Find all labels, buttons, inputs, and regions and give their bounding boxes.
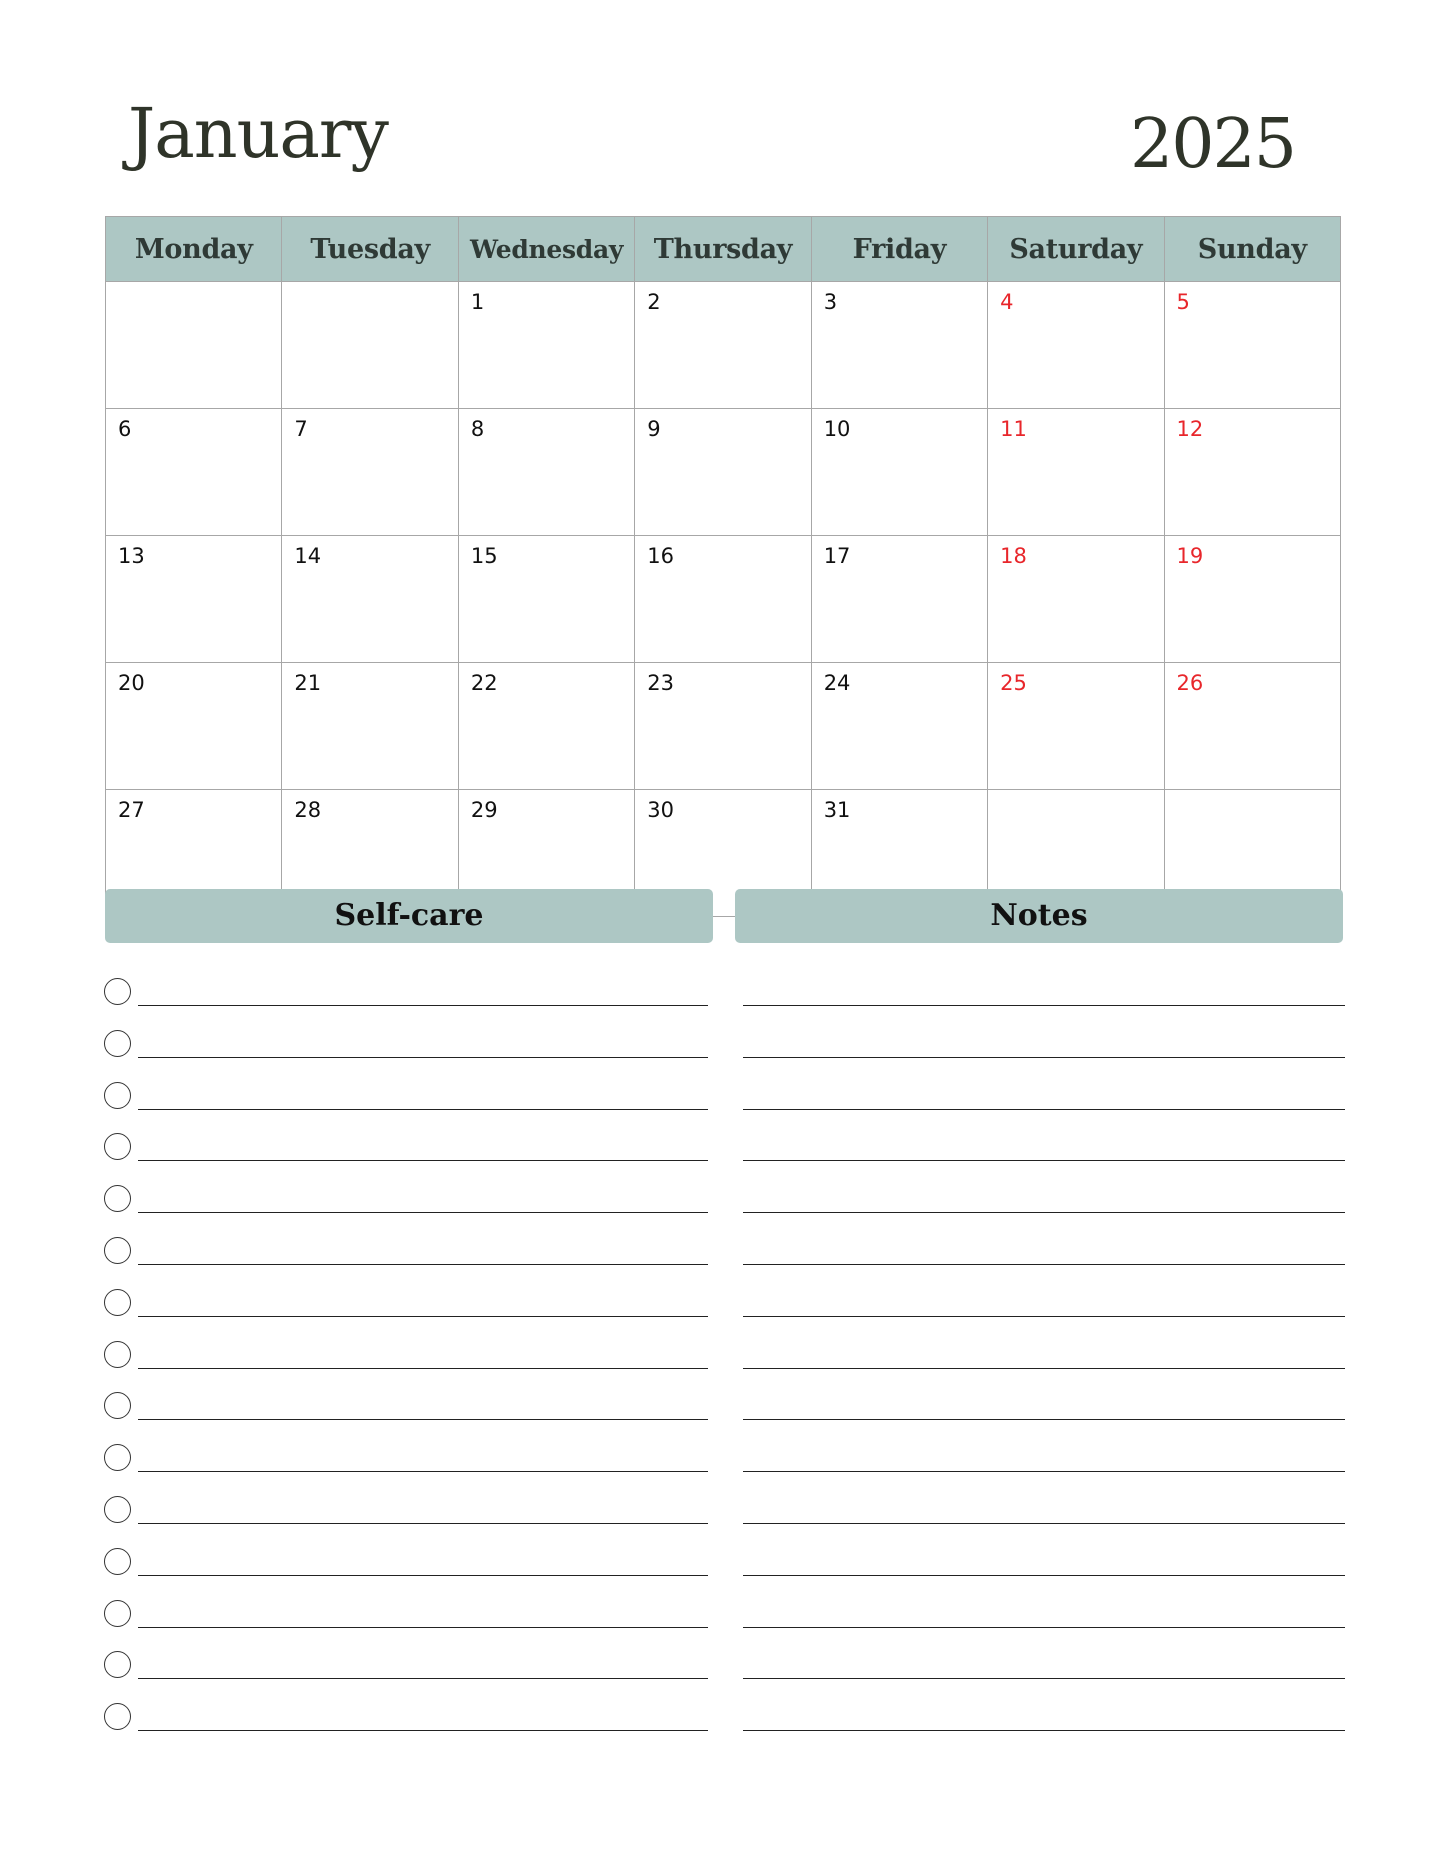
day-cell[interactable]: 8: [458, 409, 634, 536]
day-cell[interactable]: 1: [458, 282, 634, 409]
day-cell[interactable]: 17: [811, 536, 987, 663]
day-cell[interactable]: 29: [458, 790, 634, 917]
writing-line[interactable]: [743, 1471, 1345, 1472]
checkbox-circle-icon[interactable]: [104, 1341, 131, 1368]
selfcare-item: [104, 1645, 708, 1697]
day-cell[interactable]: 27: [106, 790, 282, 917]
notes-item: [743, 1127, 1345, 1179]
day-cell[interactable]: [282, 282, 458, 409]
selfcare-item: [104, 1283, 708, 1335]
week-row-4: [106, 663, 1341, 790]
selfcare-item: [104, 1127, 708, 1179]
weekday-header-tuesday: Tuesday: [282, 217, 458, 282]
day-cell[interactable]: 30: [635, 790, 811, 917]
writing-line[interactable]: [138, 1316, 708, 1317]
notes-item: [743, 1179, 1345, 1231]
notes-item: [743, 1697, 1345, 1749]
notes-item: [743, 1024, 1345, 1076]
weekend-day-cell[interactable]: 11: [988, 409, 1164, 536]
day-cell[interactable]: 23: [635, 663, 811, 790]
notes-item: [743, 1438, 1345, 1490]
notes-item: [743, 1283, 1345, 1335]
checkbox-circle-icon[interactable]: [104, 1548, 131, 1575]
writing-line[interactable]: [743, 1160, 1345, 1161]
selfcare-item: [104, 1542, 708, 1594]
notes-header: Notes: [735, 889, 1343, 943]
writing-line[interactable]: [743, 1678, 1345, 1679]
writing-line[interactable]: [138, 1471, 708, 1472]
day-cell[interactable]: 22: [458, 663, 634, 790]
weekday-header-wednesday: Wednesday: [458, 217, 634, 282]
notes-item: [743, 1594, 1345, 1646]
month-calendar-grid: [105, 216, 1341, 917]
selfcare-item: [104, 1179, 708, 1231]
writing-line[interactable]: [743, 1316, 1345, 1317]
notes-item: [743, 1542, 1345, 1594]
day-cell[interactable]: 24: [811, 663, 987, 790]
day-cell[interactable]: 20: [106, 663, 282, 790]
year-title: 2025: [1129, 105, 1295, 184]
selfcare-item: [104, 1386, 708, 1438]
day-cell[interactable]: 10: [811, 409, 987, 536]
writing-line[interactable]: [138, 1627, 708, 1628]
weekday-header-sunday: Sunday: [1164, 217, 1340, 282]
writing-line[interactable]: [743, 1109, 1345, 1110]
checkbox-circle-icon[interactable]: [104, 978, 131, 1005]
month-title: January: [128, 95, 388, 174]
day-cell[interactable]: 28: [282, 790, 458, 917]
writing-line[interactable]: [743, 1730, 1345, 1731]
day-cell[interactable]: 2: [635, 282, 811, 409]
weekend-day-cell[interactable]: 26: [1164, 663, 1340, 790]
selfcare-header: Self-care: [105, 889, 713, 943]
selfcare-item: [104, 1490, 708, 1542]
checkbox-circle-icon[interactable]: [104, 1082, 131, 1109]
weekend-day-cell[interactable]: 19: [1164, 536, 1340, 663]
writing-line[interactable]: [743, 1575, 1345, 1576]
notes-item: [743, 1231, 1345, 1283]
selfcare-checklist: [104, 972, 708, 1749]
day-cell[interactable]: [106, 282, 282, 409]
checkbox-circle-icon[interactable]: [104, 1600, 131, 1627]
writing-line[interactable]: [743, 1523, 1345, 1524]
writing-line[interactable]: [138, 1368, 708, 1369]
notes-item: [743, 1076, 1345, 1128]
writing-line[interactable]: [743, 1057, 1345, 1058]
selfcare-item: [104, 1335, 708, 1387]
writing-line[interactable]: [743, 1368, 1345, 1369]
day-cell[interactable]: 16: [635, 536, 811, 663]
week-row-2: [106, 409, 1341, 536]
notes-item: [743, 1645, 1345, 1697]
writing-line[interactable]: [138, 1730, 708, 1731]
weekday-header-friday: Friday: [811, 217, 987, 282]
selfcare-item: [104, 1594, 708, 1646]
writing-line[interactable]: [138, 1109, 708, 1110]
week-row-3: [106, 536, 1341, 663]
checkbox-circle-icon[interactable]: [104, 1444, 131, 1471]
week-row-1: [106, 282, 1341, 409]
checkbox-circle-icon[interactable]: [104, 1237, 131, 1264]
day-cell[interactable]: 15: [458, 536, 634, 663]
day-cell[interactable]: 13: [106, 536, 282, 663]
writing-line[interactable]: [138, 1264, 708, 1265]
selfcare-item: [104, 1076, 708, 1128]
checkbox-circle-icon[interactable]: [104, 1133, 131, 1160]
checkbox-circle-icon[interactable]: [104, 1496, 131, 1523]
day-cell[interactable]: 6: [106, 409, 282, 536]
writing-line[interactable]: [138, 1678, 708, 1679]
selfcare-item: [104, 1231, 708, 1283]
writing-line[interactable]: [743, 1419, 1345, 1420]
writing-line[interactable]: [743, 1264, 1345, 1265]
weekday-header-saturday: Saturday: [988, 217, 1164, 282]
writing-line[interactable]: [138, 1160, 708, 1161]
weekday-header-monday: Monday: [106, 217, 282, 282]
writing-line[interactable]: [743, 1005, 1345, 1006]
day-cell[interactable]: 14: [282, 536, 458, 663]
notes-lines: [743, 972, 1345, 1749]
writing-line[interactable]: [138, 1523, 708, 1524]
checkbox-circle-icon[interactable]: [104, 1185, 131, 1212]
day-cell[interactable]: 3: [811, 282, 987, 409]
writing-line[interactable]: [138, 1575, 708, 1576]
weekend-day-cell[interactable]: 25: [988, 663, 1164, 790]
checkbox-circle-icon[interactable]: [104, 1030, 131, 1057]
weekend-day-cell[interactable]: 12: [1164, 409, 1340, 536]
day-cell[interactable]: 7: [282, 409, 458, 536]
selfcare-item: [104, 1697, 708, 1749]
writing-line[interactable]: [138, 1419, 708, 1420]
day-cell[interactable]: 21: [282, 663, 458, 790]
notes-item: [743, 972, 1345, 1024]
checkbox-circle-icon[interactable]: [104, 1289, 131, 1316]
day-cell[interactable]: 9: [635, 409, 811, 536]
checkbox-circle-icon[interactable]: [104, 1703, 131, 1730]
weekday-header-row: [106, 217, 1341, 282]
selfcare-item: [104, 1438, 708, 1490]
day-cell[interactable]: 31: [811, 790, 987, 917]
checkbox-circle-icon[interactable]: [104, 1392, 131, 1419]
selfcare-item: [104, 972, 708, 1024]
weekend-day-cell[interactable]: 5: [1164, 282, 1340, 409]
writing-line[interactable]: [743, 1627, 1345, 1628]
notes-item: [743, 1490, 1345, 1542]
weekday-header-thursday: Thursday: [635, 217, 811, 282]
notes-item: [743, 1386, 1345, 1438]
weekend-day-cell[interactable]: 4: [988, 282, 1164, 409]
notes-item: [743, 1335, 1345, 1387]
weekend-day-cell[interactable]: 18: [988, 536, 1164, 663]
writing-line[interactable]: [138, 1212, 708, 1213]
selfcare-item: [104, 1024, 708, 1076]
writing-line[interactable]: [138, 1005, 708, 1006]
checkbox-circle-icon[interactable]: [104, 1651, 131, 1678]
writing-line[interactable]: [743, 1212, 1345, 1213]
writing-line[interactable]: [138, 1057, 708, 1058]
